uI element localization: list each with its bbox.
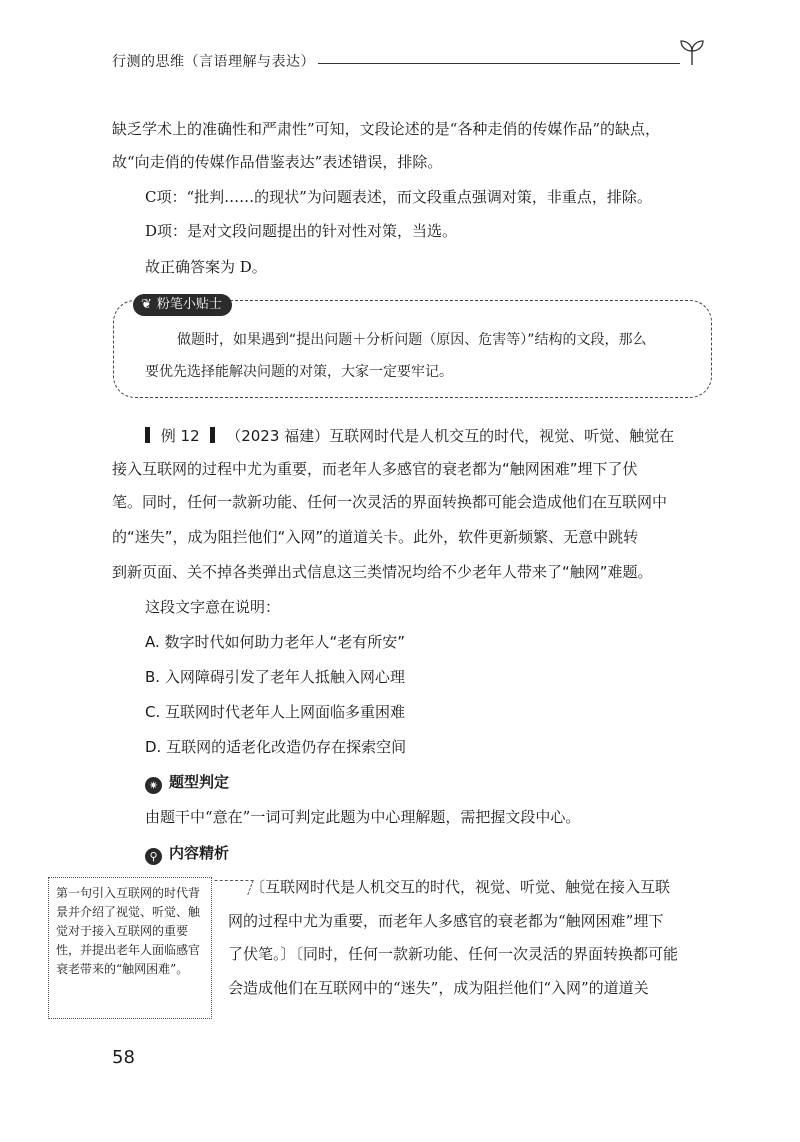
example-line-4: 的“迷失”，成为阻拦他们“入网”的道道关卡。此外，软件更新频繁、无意中跳转 <box>112 528 639 546</box>
option-c: C. 互联网时代老年人上网面临多重困难 <box>145 703 406 721</box>
example-marker-left <box>145 427 150 443</box>
sprout-icon: ❦ <box>141 297 152 312</box>
analysis-line-1: 〔互联网时代是人机交互的时代，视觉、听觉、触觉在接入互联 <box>250 878 671 896</box>
option-b: B. 入网障碍引发了老年人抵触入网心理 <box>145 668 405 686</box>
header-title: 行测的思维（言语理解与表达） <box>112 54 315 70</box>
example-line-5: 到新页面、关不掉各类弹出式信息这三类情况均给不少老年人带来了“触网”难题。 <box>112 563 653 581</box>
type-judgment-text: 由题干中“意在”一词可判定此题为中心理解题，需把握文段中心。 <box>145 808 581 826</box>
page-number: 58 <box>112 1047 135 1068</box>
example-label: 例 12 <box>160 427 200 445</box>
option-a: A. 数字时代如何助力老年人“老有所安” <box>145 633 406 651</box>
body-line-2: 故“向走俏的传媒作品借鉴表达”表述错误，排除。 <box>112 153 443 171</box>
type-judgment-heading: ✷ 题型判定 <box>145 771 229 794</box>
example-line-1: 例 12 （2023 福建）互联网时代是人机交互的时代，视觉、听觉、触觉在 <box>145 425 674 447</box>
tip-line-2: 要优先选择能解决问题的对策，大家一定要牢记。 <box>145 364 453 380</box>
tip-line-1: 做题时，如果遇到“提出问题＋分析问题（原因、危害等）”结构的文段，那么 <box>177 332 647 348</box>
gear-icon: ✷ <box>145 777 162 794</box>
note-connector <box>209 880 253 895</box>
page-header <box>0 45 800 75</box>
example-line-2: 接入互联网的过程中尤为重要，而老年人多感官的衰老都为“触网困难”埋下了伏 <box>112 460 638 478</box>
magnifier-icon: ⚲ <box>145 848 162 865</box>
example-marker-right <box>210 427 215 443</box>
header-rule <box>318 63 680 64</box>
analysis-line-4: 会造成他们在互联网中的“迷失”，成为阻拦他们“入网”的道道关 <box>228 979 649 997</box>
body-line-1: 缺乏学术上的准确性和严肃性”可知，文段论述的是“各种走俏的传媒作品”的缺点， <box>112 120 661 138</box>
analysis-line-2: 网的过程中尤为重要，而老年人多感官的衰老都为“触网困难”埋下 <box>228 912 664 930</box>
side-note: 第一句引入互联网的时代背景并介绍了视觉、听觉、触觉对于接入互联网的重要性，并提出老年人面临感官衰老带来的“触网困难”。 <box>56 886 201 976</box>
option-c-analysis: C项：“批判……的现状”为问题表述，而文段重点强调对策，非重点，排除。 <box>145 188 652 206</box>
content-analysis-heading: ⚲ 内容精析 <box>145 842 229 865</box>
option-d: D. 互联网的适老化改造仍存在探索空间 <box>145 738 407 756</box>
analysis-line-3: 了伏笔。〕〔同时，任何一款新功能、任何一次灵活的界面转换都可能 <box>228 945 679 963</box>
tip-label: ❦ 粉笔小贴士 <box>133 294 232 316</box>
example-line-3: 笔。同时，任何一款新功能、任何一次灵活的界面转换都可能会造成他们在互联网中 <box>112 493 668 511</box>
option-d-analysis: D项：是对文段问题提出的针对性对策，当选。 <box>145 222 458 240</box>
answer-line: 故正确答案为 D。 <box>145 258 267 276</box>
sprout-icon <box>678 37 706 67</box>
example-question: 这段文字意在说明： <box>145 598 281 616</box>
